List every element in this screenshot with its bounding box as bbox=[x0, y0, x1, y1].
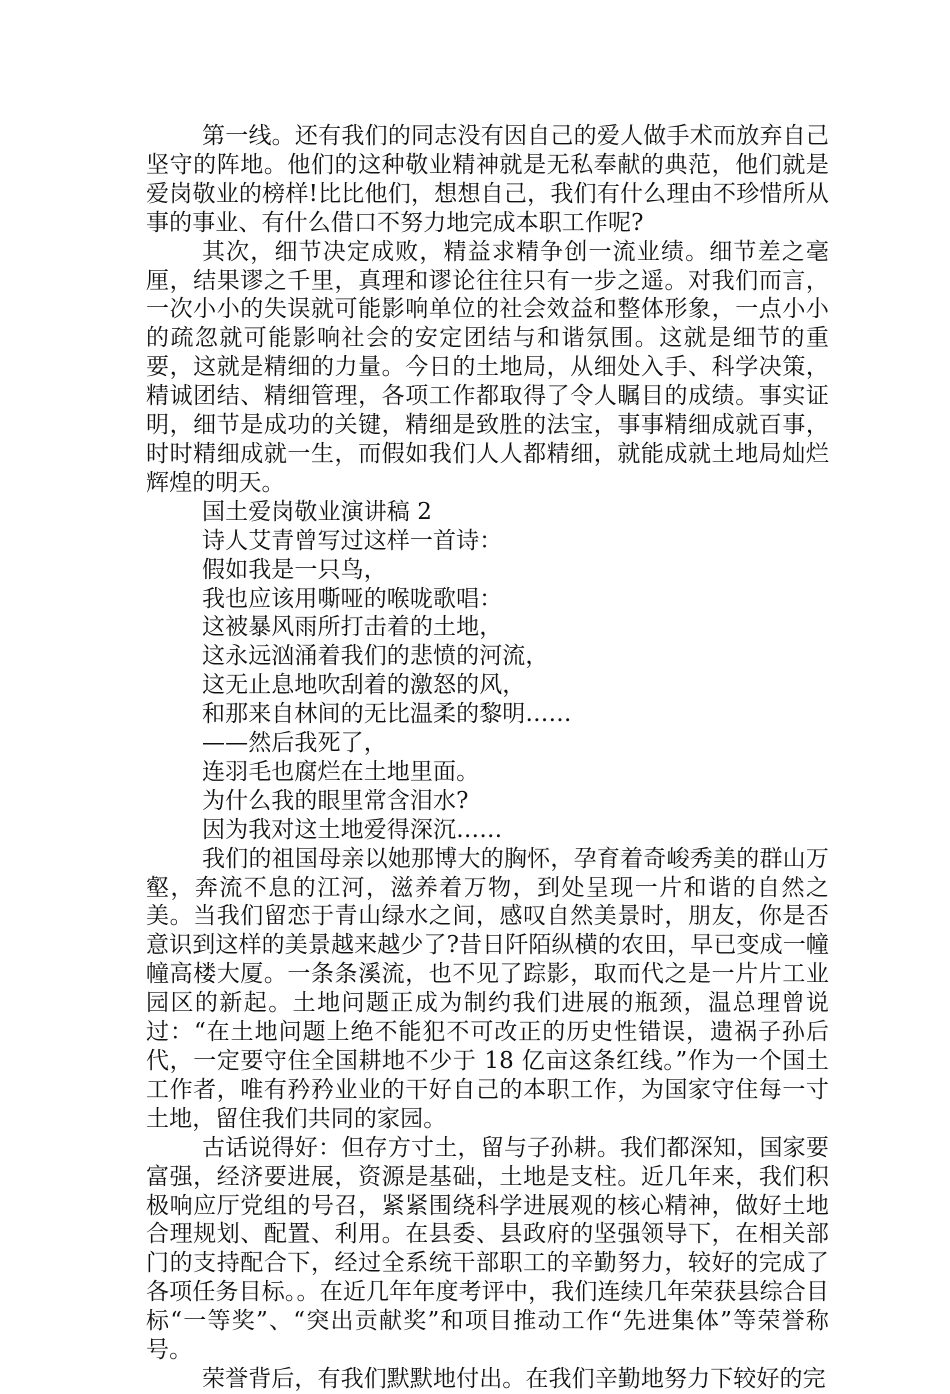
poem-line: 和那来自林间的无比温柔的黎明…… bbox=[202, 701, 572, 728]
poem-line: 这无止息地吹刮着的激怒的风， bbox=[202, 672, 526, 699]
document-page bbox=[146, 122, 829, 1394]
poem-line: 连羽毛也腐烂在土地里面。 bbox=[202, 758, 480, 785]
poem-line: 我也应该用嘶哑的喉咙歌唱： bbox=[202, 585, 503, 612]
poem-intro: 诗人艾青曾写过这样一首诗： bbox=[202, 527, 503, 554]
poem-line: 这永远汹涌着我们的悲愤的河流， bbox=[202, 643, 549, 670]
poem-line: ——然后我死了， bbox=[202, 730, 387, 757]
paragraph-details: 其次，细节决定成败，精益求精争创一流业绩。细节差之毫厘，结果谬之千里，真理和谬论往往只有一步之遥。对我们而言，一次小小的失误就可能影响单位的社会效益和整体形象，一点小小的疏忽就可能影响社会的安定团结与和谐氛围。这就是细节的重要，这就是精细的力量。今日的土地局，从细处入手、科学决策，精诚团结、精细管理，各项工作都取得了令人瞩目的成绩。事实证明，细节是成功的关键，精细是致胜的法宝，事事精细成就百事，时时精细成就一生，而假如我们人人都精细，就能成就土地局灿烂辉煌的明天。 bbox=[146, 238, 829, 496]
section-title: 国土爱岗敬业演讲稿 2 bbox=[202, 498, 433, 525]
paragraph-motherland: 我们的祖国母亲以她那博大的胸怀，孕育着奇峻秀美的群山万壑，奔流不息的江河，滋养着万物，到处呈现一片和谐的自然之美。当我们留恋于青山绿水之间，感叹自然美景时，朋友，你是否意识到这样的美景越来越少了?昔日阡陌纵横的农田，早已变成一幢幢高楼大厦。一条条溪流，也不见了踪影，取而代之是一片片工业园区的新起。土地问题正成为制约我们进展的瓶颈，温总理曾说过：“在土地问题上绝不能犯不可改正的历史性错误，遗祸子孙后代，一定要守住全国耕地不少于 18 亿亩这条红线。”作为一个国土工作者，唯有矜矜业业的干好自己的本职工作，为国家守住每一寸土地，留住我们共同的家园。 bbox=[146, 845, 829, 1132]
paragraph-dedication: 第一线。还有我们的同志没有因自己的爱人做手术而放弃自己坚守的阵地。他们的这种敬业精神就是无私奉献的典范，他们就是爱岗敬业的榜样!比比他们，想想自己，我们有什么理由不珍惜所从事的事业、有什么借口不努力地完成本职工作呢? bbox=[146, 123, 829, 236]
poem-line: 这被暴风雨所打击着的土地， bbox=[202, 614, 503, 641]
poem-line: 为什么我的眼里常含泪水? bbox=[202, 787, 469, 814]
poem-line: 因为我对这土地爱得深沉…… bbox=[202, 816, 503, 843]
paragraph-land-resources: 古话说得好：但存方寸土，留与子孙耕。我们都深知，国家要富强，经济要进展，资源是基础，土地是支柱。近几年来，我们积极响应厅党组的号召，紧紧围绕科学进展观的核心精神，做好土地合理规划、配置、利用。在县委、县政府的坚强领导下，在相关部门的支持配合下，经过全系统干部职工的辛勤努力，较好的完成了各项任务目标。。在近几年年度考评中，我们连续几年荣获县综合目标“一等奖”、“突出贡献奖”和项目推动工作“先进集体”等荣誉称号。 bbox=[146, 1134, 829, 1364]
poem-line: 假如我是一只鸟， bbox=[202, 556, 387, 583]
paragraph-honors: 荣誉背后，有我们默默地付出。在我们辛勤地努力下较好的完 bbox=[202, 1365, 826, 1392]
